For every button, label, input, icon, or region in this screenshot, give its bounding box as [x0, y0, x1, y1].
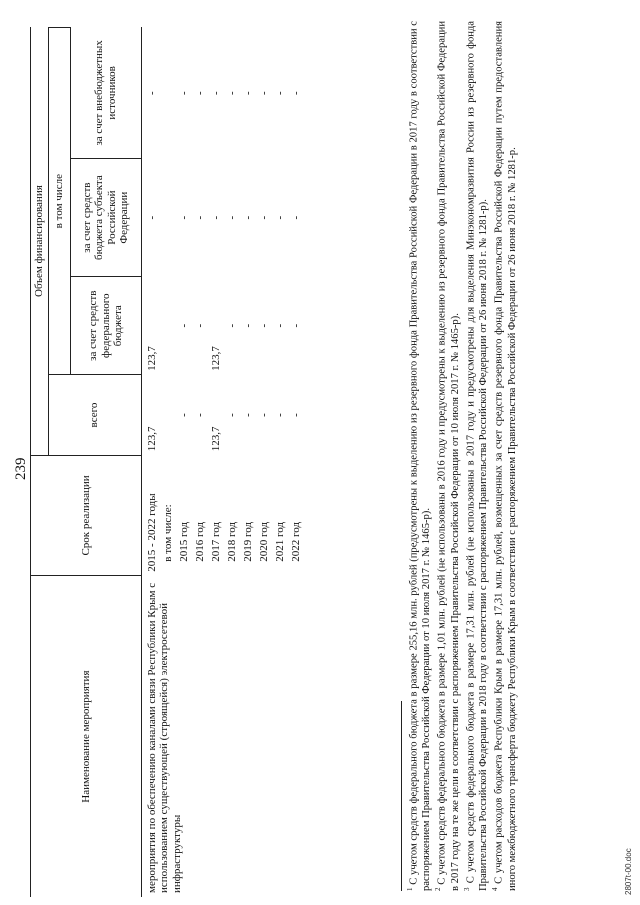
external-cell: -	[257, 91, 270, 95]
footnote-2	[434, 21, 462, 891]
term-cell: в том числе:	[161, 504, 174, 562]
external-cell: -	[273, 91, 286, 95]
header-name: Наименование мероприятия	[31, 576, 142, 897]
subject-cell: -	[145, 215, 158, 220]
external-cell	[161, 28, 177, 159]
total-cell: -	[257, 413, 270, 417]
footnote-text: С учетом расходов бюджета Республики Крым в размере 17,31 млн. рублей, возмещенных за счет средств резервного фонда Правительства Российской Федерации путем предоставления иного межбюджетного трансферта бюджету Республики Крым в соответствии с распоряжением Правительства Российской Федерации от 26 июня 2018 г. № 1281-р.	[493, 21, 518, 891]
footnote-3	[463, 21, 491, 891]
footnote-mark: 3	[462, 887, 471, 891]
term-cell: 2017 год	[209, 521, 222, 562]
external-cell: -	[193, 91, 206, 95]
external-cell: -	[209, 91, 222, 95]
total-cell: 123,7	[145, 426, 158, 452]
page-number: 239	[13, 457, 29, 480]
federal-cell: -	[193, 323, 206, 328]
federal-cell: -	[273, 323, 286, 328]
external-cell: -	[241, 91, 254, 95]
footnote-4	[491, 21, 519, 891]
total-cell: -	[241, 413, 254, 417]
term-cell: 2015 год	[177, 521, 190, 562]
total-cell: -	[273, 413, 286, 417]
footnotes	[393, 21, 520, 891]
term-cell: 2020 год	[257, 521, 270, 562]
federal-cell: -	[257, 323, 270, 328]
subject-cell	[161, 159, 177, 277]
subject-cell: -	[225, 215, 238, 220]
footnote-mark: 1	[406, 887, 414, 891]
footnote-mark: 2	[434, 887, 443, 891]
footnote-text: С учетом средств федерального бюджета в размере 17,31 млн. рублей (не использованы в 2017 году и предусмотрены для выделения Минэкономразвития России из резервного фонда Правительства Российской Федерации в 2018 году в соответствии с распоряжением Правительства Российской Федерации от 26 июня 2018 г. № 1281-р).	[465, 20, 490, 891]
header-funding: Объем финансирования	[31, 28, 49, 456]
federal-cell	[161, 277, 177, 375]
subject-cell: -	[241, 215, 254, 220]
header-subject: за счет средств бюджета субъекта Российской Федерации	[71, 159, 142, 277]
funding-table	[30, 27, 305, 897]
federal-cell: 123,7	[209, 346, 222, 371]
federal-cell: 123,7	[145, 346, 158, 371]
header-external: за счет внебюджетных источников	[71, 28, 142, 159]
term-cell: 2021 год	[273, 521, 286, 562]
total-cell	[161, 375, 177, 455]
federal-cell: -	[177, 323, 190, 328]
document-reference: 2807t-00.doc	[624, 848, 633, 895]
term-cell: 2018 год	[225, 521, 238, 562]
subject-cell: -	[193, 215, 206, 220]
subject-cell: -	[177, 215, 190, 220]
term-cell: 2015 - 2022 годы	[145, 493, 158, 572]
total-cell: 123,7	[209, 426, 222, 452]
total-cell: -	[193, 413, 206, 417]
external-cell: -	[289, 91, 302, 95]
footnote-mark: 4	[491, 887, 500, 891]
total-cell: -	[177, 413, 190, 417]
term-cell: 2019 год	[241, 521, 254, 562]
external-cell: -	[225, 91, 238, 95]
term-cell: 2022 год	[289, 521, 302, 562]
header-term: Срок реализации	[31, 455, 142, 575]
total-cell: -	[289, 413, 302, 417]
federal-cell: -	[289, 323, 302, 328]
federal-cell: -	[241, 323, 254, 328]
header-including: в том числе	[48, 28, 70, 375]
footnote-text: С учетом средств федерального бюджета в размере 255,16 млн. рублей (предусмотрены к выделению из резервного фонда Правительства Российской Федерации в 2017 году в соответствии с распоряжением Правительства Российской Федерации от 10 июля 2017 г. № 1465-р).	[408, 21, 433, 891]
footnote-divider	[401, 701, 402, 891]
subject-cell: -	[257, 215, 270, 220]
measure-name: мероприятия по обеспечению каналами связи Республики Крым с использованием существующей (строящейся) электросетевой инфраструктуры	[145, 582, 183, 893]
table-row	[141, 28, 161, 898]
subject-cell: -	[273, 215, 286, 220]
header-federal: за счет средств федерального бюджета	[71, 277, 142, 375]
footnote-text: С учетом средств федерального бюджета в размере 1,01 млн. рублей (не использованы в 2016 году и предусмотрены к выделению из резервного фонда Правительства Российской Федерации в 2017 году на те же цели в соответствии с распоряжением Правительства Российской Федерации от 10 июля 2017 г. № 1465-р).	[436, 21, 461, 891]
subject-cell: -	[209, 215, 222, 220]
total-cell: -	[225, 413, 238, 417]
external-cell: -	[145, 91, 158, 95]
term-cell: 2016 год	[193, 521, 206, 562]
footnote-1	[406, 21, 434, 891]
subject-cell: -	[289, 215, 302, 220]
header-total: всего	[48, 375, 141, 455]
federal-cell: -	[225, 323, 238, 328]
external-cell: -	[177, 91, 190, 95]
